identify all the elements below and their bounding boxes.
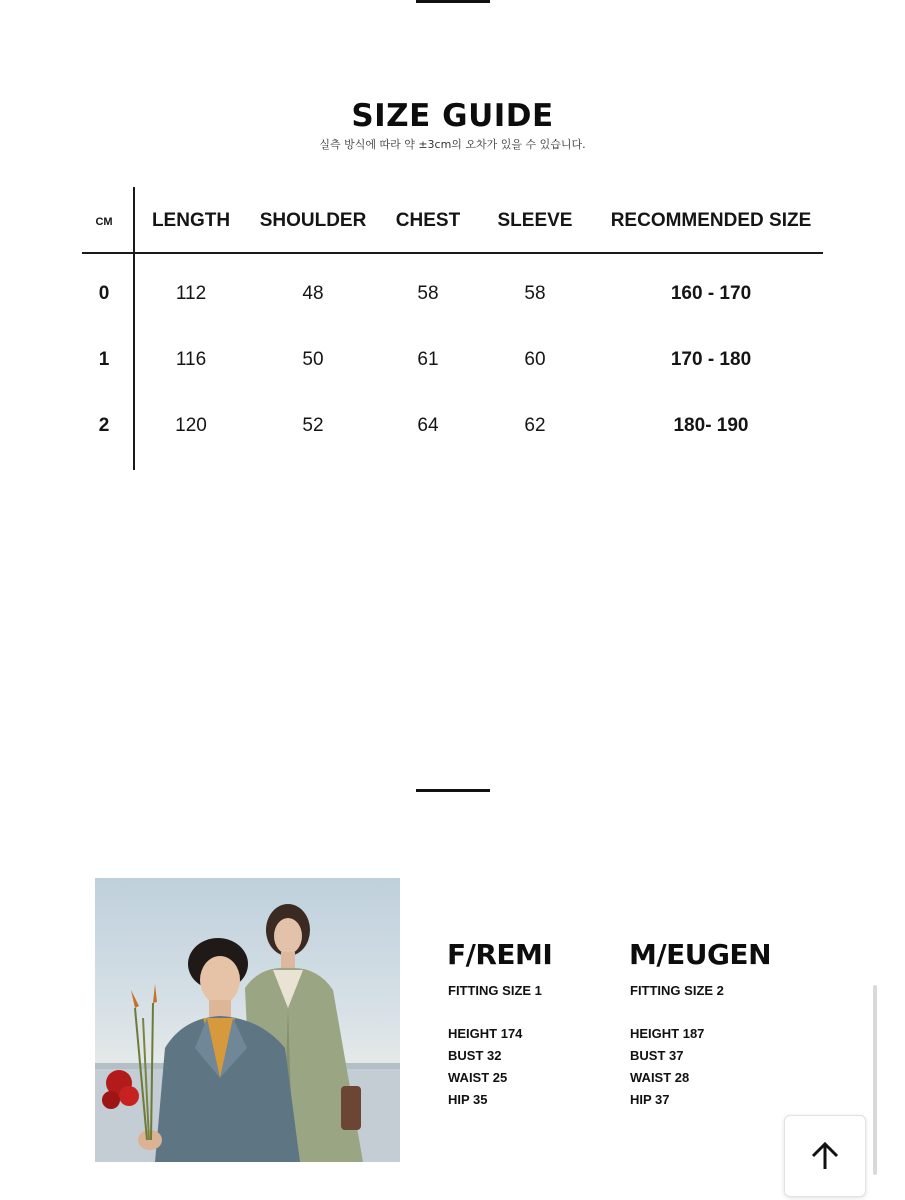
row-sleeve: 60 (524, 349, 546, 370)
row-shoulder: 48 (302, 283, 324, 304)
table-header-chest: CHEST (395, 210, 461, 231)
row-recommended: 170 - 180 (670, 349, 752, 370)
model-name: F/REMI (447, 938, 553, 971)
row-shoulder: 50 (302, 349, 324, 370)
row-recommended: 160 - 170 (670, 283, 752, 304)
model-photo-illustration (95, 878, 400, 1162)
table-header-length: LENGTH (151, 210, 231, 231)
scrollbar[interactable] (873, 985, 877, 1175)
row-size: 2 (98, 415, 110, 436)
model-height: HEIGHT 187 (630, 1026, 705, 1041)
model-name: M/EUGEN (629, 938, 771, 971)
row-shoulder: 52 (302, 415, 324, 436)
row-chest: 64 (417, 415, 439, 436)
model-fitting-size: FITTING SIZE 1 (448, 983, 542, 998)
model-fitting-size: FITTING SIZE 2 (630, 983, 724, 998)
model-bust: BUST 32 (448, 1048, 502, 1063)
row-length: 116 (175, 349, 207, 370)
model-photo (95, 878, 400, 1162)
row-size: 0 (98, 283, 110, 304)
table-header-sleeve: SLEEVE (497, 210, 573, 231)
model-hip: HIP 37 (630, 1092, 670, 1107)
row-size: 1 (98, 349, 110, 370)
top-divider (416, 0, 490, 3)
section-divider (416, 789, 490, 792)
scroll-to-top-button[interactable] (784, 1115, 866, 1197)
row-chest: 58 (417, 283, 439, 304)
table-vertical-rule (133, 187, 135, 470)
model-hip: HIP 35 (448, 1092, 488, 1107)
row-chest: 61 (417, 349, 439, 370)
row-sleeve: 62 (524, 415, 546, 436)
model-height: HEIGHT 174 (448, 1026, 523, 1041)
table-unit-header: CM (95, 216, 113, 228)
model-waist: WAIST 28 (630, 1070, 690, 1085)
row-length: 112 (175, 283, 207, 304)
table-header-shoulder: SHOULDER (259, 210, 367, 231)
model-bust: BUST 37 (630, 1048, 684, 1063)
row-sleeve: 58 (524, 283, 546, 304)
model-waist: WAIST 25 (448, 1070, 508, 1085)
page-subtitle: 실측 방식에 따라 약 ±3cm의 오차가 있을 수 있습니다. (319, 138, 586, 151)
table-horizontal-rule (82, 252, 823, 254)
arrow-up-icon (808, 1139, 842, 1173)
table-header-recommended: RECOMMENDED SIZE (610, 210, 812, 231)
row-length: 120 (175, 415, 207, 436)
page-title: SIZE GUIDE (351, 98, 554, 134)
row-recommended: 180- 190 (673, 415, 749, 436)
